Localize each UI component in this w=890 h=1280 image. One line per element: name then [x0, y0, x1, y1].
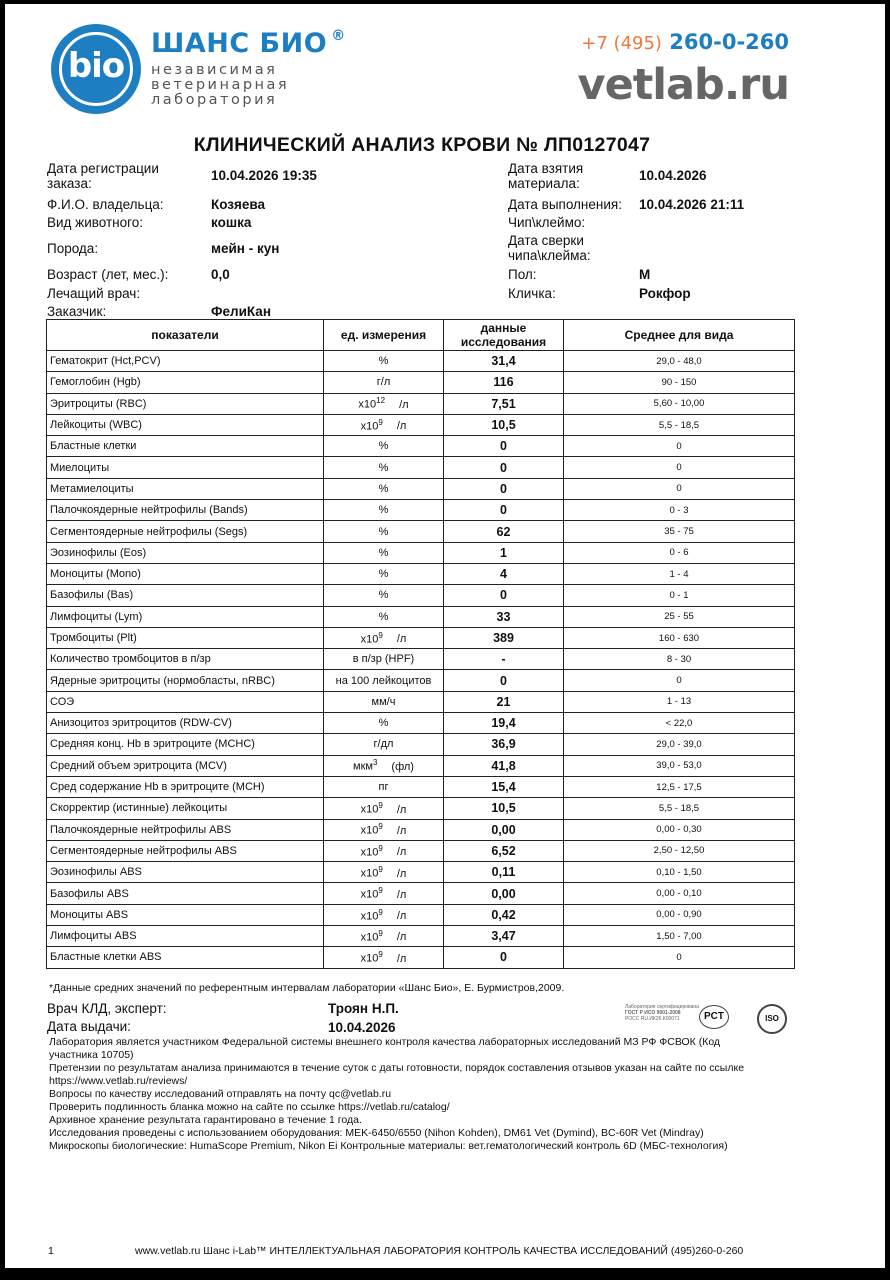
unit-cell: в п/зр (HPF) [324, 649, 444, 670]
sample-label [508, 161, 583, 191]
result-value: 0 [444, 585, 564, 606]
indicator-name: Средняя конц. Hb в эритроците (MCHC) [47, 734, 324, 755]
reference-range: 0 - 3 [564, 500, 795, 521]
reference-range: 1 - 13 [564, 691, 795, 712]
unit-tail: /л [396, 633, 407, 646]
reg-label-1: Дата регистрации [47, 161, 159, 176]
unit-base: мкм [353, 761, 373, 774]
col-header-value-1: данные [480, 321, 527, 335]
indicator-name: Палочкоядерные нейтрофилы ABS [47, 819, 324, 840]
species-label: Вид животного: [47, 215, 144, 230]
owner-value: Козяева [211, 197, 266, 212]
result-value: - [444, 649, 564, 670]
age-label: Возраст (лет, мес.): [47, 267, 169, 282]
unit-cell: % [324, 351, 444, 372]
unit-base: x10 [360, 867, 379, 880]
table-row [47, 904, 795, 925]
unit-cell: мм/ч [324, 691, 444, 712]
indicator-name: Эозинофилы ABS [47, 862, 324, 883]
unit-exponent: 9 [378, 822, 383, 832]
result-value: 0,00 [444, 883, 564, 904]
phone-number [581, 30, 789, 54]
indicator-name: Сред содержание Hb в эритроците (MCH) [47, 776, 324, 797]
sample-label-2: материала: [508, 176, 580, 191]
note-line: https://www.vetlab.ru/reviews/ [49, 1075, 188, 1087]
reference-range: 25 - 55 [564, 606, 795, 627]
table-row [47, 755, 795, 776]
result-value: 0 [444, 947, 564, 968]
unit-base: x10 [360, 420, 379, 433]
reg-label-2: заказа: [47, 176, 92, 191]
reg-value: 10.04.2026 19:35 [211, 168, 317, 183]
unit-cell [324, 627, 444, 648]
table-row [47, 457, 795, 478]
result-value: 41,8 [444, 755, 564, 776]
iso-mark-icon: ISO [757, 1004, 787, 1034]
note-line: Вопросы по качеству исследований отправлять на почту qc@vetlab.ru [49, 1088, 392, 1100]
cert-line-2: ГОСТ Р ИСО 9001-2008 [625, 1010, 681, 1016]
table-row [47, 713, 795, 734]
chipcheck-label-2: чипа\клейма: [508, 248, 591, 263]
unit-base: x10 [360, 910, 379, 923]
unit-exponent: 9 [378, 950, 383, 960]
reference-range: 0,00 - 0,30 [564, 819, 795, 840]
report-sheet [5, 4, 885, 1268]
unit-base: x10 [358, 399, 377, 412]
unit-tail: /л [396, 931, 407, 944]
pct-mark-icon: PCT [699, 1005, 729, 1029]
unit-base: x10 [360, 846, 379, 859]
result-value: 0 [444, 478, 564, 499]
brand-sub-2: ветеринарная [151, 77, 290, 93]
cert-line-3: РОСС RU.ИК26.К00071 [625, 1016, 680, 1022]
result-value: 1 [444, 542, 564, 563]
reference-range: 5,60 - 10,00 [564, 393, 795, 414]
logo-text: bio [67, 46, 125, 86]
chipcheck-label [508, 233, 591, 263]
result-value: 389 [444, 627, 564, 648]
indicator-name: Количество тромбоцитов в п/зр [47, 649, 324, 670]
reference-range: 5,5 - 18,5 [564, 798, 795, 819]
indicator-name: Базофилы (Bas) [47, 585, 324, 606]
sex-label: Пол: [508, 267, 537, 282]
result-value: 33 [444, 606, 564, 627]
notes-block [49, 1036, 744, 1153]
reference-range: 0 [564, 947, 795, 968]
reference-range: 29,0 - 48,0 [564, 351, 795, 372]
unit-cell: пг [324, 776, 444, 797]
chip-label: Чип\клеймо: [508, 215, 586, 230]
brand-sub-3: лаборатория [151, 92, 278, 108]
age-value: 0,0 [211, 267, 230, 282]
result-value: 10,5 [444, 798, 564, 819]
col-header-value [444, 320, 564, 351]
result-value: 62 [444, 521, 564, 542]
table-row [47, 691, 795, 712]
page-title: КЛИНИЧЕСКИЙ АНАЛИЗ КРОВИ № ЛП0127047 [193, 134, 651, 156]
customer-value: ФелиКан [211, 304, 271, 319]
unit-tail: /л [399, 399, 409, 412]
unit-tail: /л [396, 910, 407, 923]
unit-cell: % [324, 606, 444, 627]
unit-cell: % [324, 713, 444, 734]
note-line: Микроскопы биологические: HumaScope Premium, Nikon Ei Контрольные материалы: вет.гематологический контроль 6D (МБС-технология) [49, 1140, 728, 1152]
reference-range: 5,5 - 18,5 [564, 414, 795, 435]
unit-exponent: 9 [378, 864, 383, 874]
indicator-name: Эритроциты (RBC) [47, 393, 324, 414]
result-value: 19,4 [444, 713, 564, 734]
sample-value: 10.04.2026 [639, 168, 707, 183]
result-value: 0,11 [444, 862, 564, 883]
indicator-name: Гематокрит (Hct,PCV) [47, 351, 324, 372]
reference-range: 0 - 6 [564, 542, 795, 563]
table-row [47, 563, 795, 584]
indicator-name: Эозинофилы (Eos) [47, 542, 324, 563]
indicator-name: Скорректир (истинные) лейкоциты [47, 798, 324, 819]
unit-cell: г/л [324, 372, 444, 393]
unit-cell [324, 798, 444, 819]
unit-cell [324, 755, 444, 776]
unit-cell: % [324, 521, 444, 542]
reference-range: 160 - 630 [564, 627, 795, 648]
customer-label: Заказчик: [47, 304, 107, 319]
indicator-name: Бластные клетки [47, 436, 324, 457]
unit-cell: % [324, 436, 444, 457]
unit-cell: % [324, 585, 444, 606]
indicator-name: Тромбоциты (Plt) [47, 627, 324, 648]
indicator-name: Сегментоядерные нейтрофилы (Segs) [47, 521, 324, 542]
reference-range: 0 [564, 436, 795, 457]
done-label: Дата выполнения: [508, 197, 622, 212]
note-line: Претензии по результатам анализа принимаются в течение суток с даты готовности, порядок составления отзывов указан на сайте по ссылке [49, 1062, 745, 1074]
table-row [47, 670, 795, 691]
table-row [47, 351, 795, 372]
col-header-unit: ед. измерения [324, 320, 444, 351]
phone-main: 260-0-260 [669, 30, 789, 54]
unit-base: x10 [360, 931, 379, 944]
result-value: 3,47 [444, 926, 564, 947]
cert-line-1: Лаборатория сертифицирована [625, 1004, 699, 1010]
unit-tail: /л [396, 952, 407, 965]
note-line: Проверить подлинность бланка можно на сайте по ссылке https://vetlab.ru/catalog/ [49, 1101, 450, 1113]
result-value: 10,5 [444, 414, 564, 435]
unit-exponent: 9 [378, 417, 383, 427]
table-row [47, 862, 795, 883]
unit-cell [324, 393, 444, 414]
bio-logo [51, 24, 141, 114]
table-row [47, 840, 795, 861]
note-line: Лаборатория является участником Федеральной системы внешнего контроля качества лабораторных исследований МЗ РФ ФСВОК (Код [49, 1036, 721, 1048]
unit-cell [324, 904, 444, 925]
brand-text: ШАНС БИО [151, 28, 328, 59]
col-header-reference: Среднее для вида [564, 320, 795, 351]
unit-cell [324, 862, 444, 883]
reference-range: 0 [564, 478, 795, 499]
table-body [47, 351, 795, 969]
unit-tail: /л [396, 867, 407, 880]
reference-range: 0,00 - 0,10 [564, 883, 795, 904]
note-line: Архивное хранение результата гарантировано в течение 1 года. [49, 1114, 362, 1126]
result-value: 15,4 [444, 776, 564, 797]
unit-cell: % [324, 563, 444, 584]
reference-range: < 22,0 [564, 713, 795, 734]
table-row [47, 734, 795, 755]
site-name: vetlab.ru [577, 60, 789, 110]
reference-range: 39,0 - 53,0 [564, 755, 795, 776]
unit-exponent: 12 [376, 396, 386, 406]
unit-cell: на 100 лейкоцитов [324, 670, 444, 691]
breed-label: Порода: [47, 241, 99, 256]
reference-range: 1,50 - 7,00 [564, 926, 795, 947]
bottom-footer: www.vetlab.ru Шанс i-Lab™ ИНТЕЛЛЕКТУАЛЬНАЯ ЛАБОРАТОРИЯ КОНТРОЛЬ КАЧЕСТВА ИССЛЕДОВАНИЙ (495)260-0-260 [135, 1245, 744, 1257]
unit-base: x10 [360, 825, 379, 837]
unit-base: x10 [360, 633, 379, 646]
brand-name [151, 28, 346, 59]
indicator-name: Моноциты ABS [47, 904, 324, 925]
brand-sub-1: независимая [151, 62, 278, 78]
expert-value: Троян Н.П. [328, 1001, 399, 1016]
name-label: Кличка: [508, 286, 556, 301]
unit-exponent: 3 [372, 758, 378, 768]
reference-range: 12,5 - 17,5 [564, 776, 795, 797]
table-row [47, 521, 795, 542]
table-row [47, 393, 795, 414]
unit-cell [324, 883, 444, 904]
reference-range: 29,0 - 39,0 [564, 734, 795, 755]
unit-base: x10 [360, 952, 379, 965]
indicator-name: Лимфоциты ABS [47, 926, 324, 947]
result-value: 6,52 [444, 840, 564, 861]
table-row [47, 776, 795, 797]
table-row [47, 414, 795, 435]
table-row [47, 926, 795, 947]
reference-range: 0,10 - 1,50 [564, 862, 795, 883]
certification-text [625, 1004, 705, 1022]
unit-exponent: 9 [378, 843, 383, 853]
table-row [47, 627, 795, 648]
unit-tail: /л [396, 803, 407, 816]
footnote: *Данные средних значений по референтным интервалам лаборатории «Шанс Био», Е. Бурмистров,2009. [49, 982, 565, 994]
table-row [47, 542, 795, 563]
reference-range: 0 - 1 [564, 585, 795, 606]
indicator-name: Миелоциты [47, 457, 324, 478]
reg-label [47, 161, 159, 191]
indicator-name: Бластные клетки ABS [47, 947, 324, 968]
unit-cell: % [324, 478, 444, 499]
result-value: 0 [444, 457, 564, 478]
unit-exponent: 9 [378, 907, 383, 917]
breed-value: мейн - кун [211, 241, 280, 256]
result-value: 0,42 [444, 904, 564, 925]
unit-exponent: 9 [378, 886, 383, 896]
unit-cell [324, 414, 444, 435]
unit-cell: г/дл [324, 734, 444, 755]
unit-exponent: 9 [378, 630, 383, 640]
table-row [47, 478, 795, 499]
result-value: 31,4 [444, 351, 564, 372]
table-row [47, 606, 795, 627]
table-row [47, 798, 795, 819]
result-value: 36,9 [444, 734, 564, 755]
species-value: кошка [211, 215, 252, 230]
col-header-indicator: показатели [47, 320, 324, 351]
expert-label: Врач КЛД, эксперт: [47, 1001, 167, 1016]
reference-range: 2,50 - 12,50 [564, 840, 795, 861]
unit-tail: /л [396, 888, 407, 901]
doctor-label: Лечащий врач: [47, 286, 141, 301]
result-value: 4 [444, 563, 564, 584]
table-row [47, 649, 795, 670]
reference-range: 1 - 4 [564, 563, 795, 584]
issue-value: 10.04.2026 [328, 1020, 396, 1035]
unit-cell: % [324, 500, 444, 521]
unit-tail: /л [396, 846, 407, 859]
col-header-value-2: исследования [460, 335, 547, 349]
table-row [47, 585, 795, 606]
reference-range: 90 - 150 [564, 372, 795, 393]
done-value: 10.04.2026 21:11 [639, 197, 745, 212]
result-value: 0 [444, 500, 564, 521]
chipcheck-label-1: Дата сверки [508, 233, 584, 248]
indicator-name: Лейкоциты (WBC) [47, 414, 324, 435]
sample-label-1: Дата взятия [508, 161, 584, 176]
unit-tail: (фл) [391, 761, 414, 774]
note-line: участника 10705) [49, 1049, 134, 1061]
reference-range: 0 [564, 670, 795, 691]
indicator-name: СОЭ [47, 691, 324, 712]
indicator-name: Моноциты (Mono) [47, 563, 324, 584]
table-row [47, 500, 795, 521]
registered-mark: ® [331, 28, 346, 44]
result-value: 0,00 [444, 819, 564, 840]
indicator-name: Анизоцитоз эритроцитов (RDW-CV) [47, 713, 324, 734]
unit-exponent: 9 [378, 928, 383, 938]
result-value: 7,51 [444, 393, 564, 414]
note-line: Исследования проведены с использованием оборудования: MEK-6450/6550 (Nihon Kohden), DM61 Vet (Dymind), BC-60R Vet (Mindray) [49, 1127, 704, 1139]
table-header-row [47, 320, 795, 351]
owner-label: Ф.И.О. владельца: [47, 197, 164, 212]
table-row [47, 883, 795, 904]
table-row [47, 372, 795, 393]
page-number: 1 [48, 1245, 54, 1257]
table-row [47, 947, 795, 968]
unit-cell [324, 947, 444, 968]
name-value: Рокфор [639, 286, 691, 301]
result-value: 0 [444, 670, 564, 691]
table-row [47, 436, 795, 457]
unit-cell: % [324, 542, 444, 563]
reference-range: 35 - 75 [564, 521, 795, 542]
unit-exponent: 9 [378, 801, 383, 811]
indicator-name: Метамиелоциты [47, 478, 324, 499]
unit-base: x10 [360, 888, 379, 901]
table-row [47, 819, 795, 840]
unit-cell: % [324, 457, 444, 478]
unit-cell [324, 926, 444, 947]
unit-cell [324, 819, 444, 840]
indicator-name: Гемоглобин (Hgb) [47, 372, 324, 393]
indicator-name: Ядерные эритроциты (нормобласты, nRBC) [47, 670, 324, 691]
indicator-name: Базофилы ABS [47, 883, 324, 904]
unit-tail: /л [396, 825, 407, 837]
results-table [46, 319, 795, 969]
result-value: 116 [444, 372, 564, 393]
reference-range: 8 - 30 [564, 649, 795, 670]
unit-tail: /л [396, 420, 407, 433]
unit-cell [324, 840, 444, 861]
reference-range: 0,00 - 0,90 [564, 904, 795, 925]
result-value: 21 [444, 691, 564, 712]
reference-range: 0 [564, 457, 795, 478]
indicator-name: Средний объем эритроцита (MCV) [47, 755, 324, 776]
sex-value: М [639, 267, 651, 282]
indicator-name: Сегментоядерные нейтрофилы ABS [47, 840, 324, 861]
issue-label: Дата выдачи: [47, 1019, 131, 1034]
unit-base: x10 [360, 803, 379, 816]
indicator-name: Лимфоциты (Lym) [47, 606, 324, 627]
result-value: 0 [444, 436, 564, 457]
phone-prefix: +7 (495) [581, 33, 662, 54]
indicator-name: Палочкоядерные нейтрофилы (Bands) [47, 500, 324, 521]
